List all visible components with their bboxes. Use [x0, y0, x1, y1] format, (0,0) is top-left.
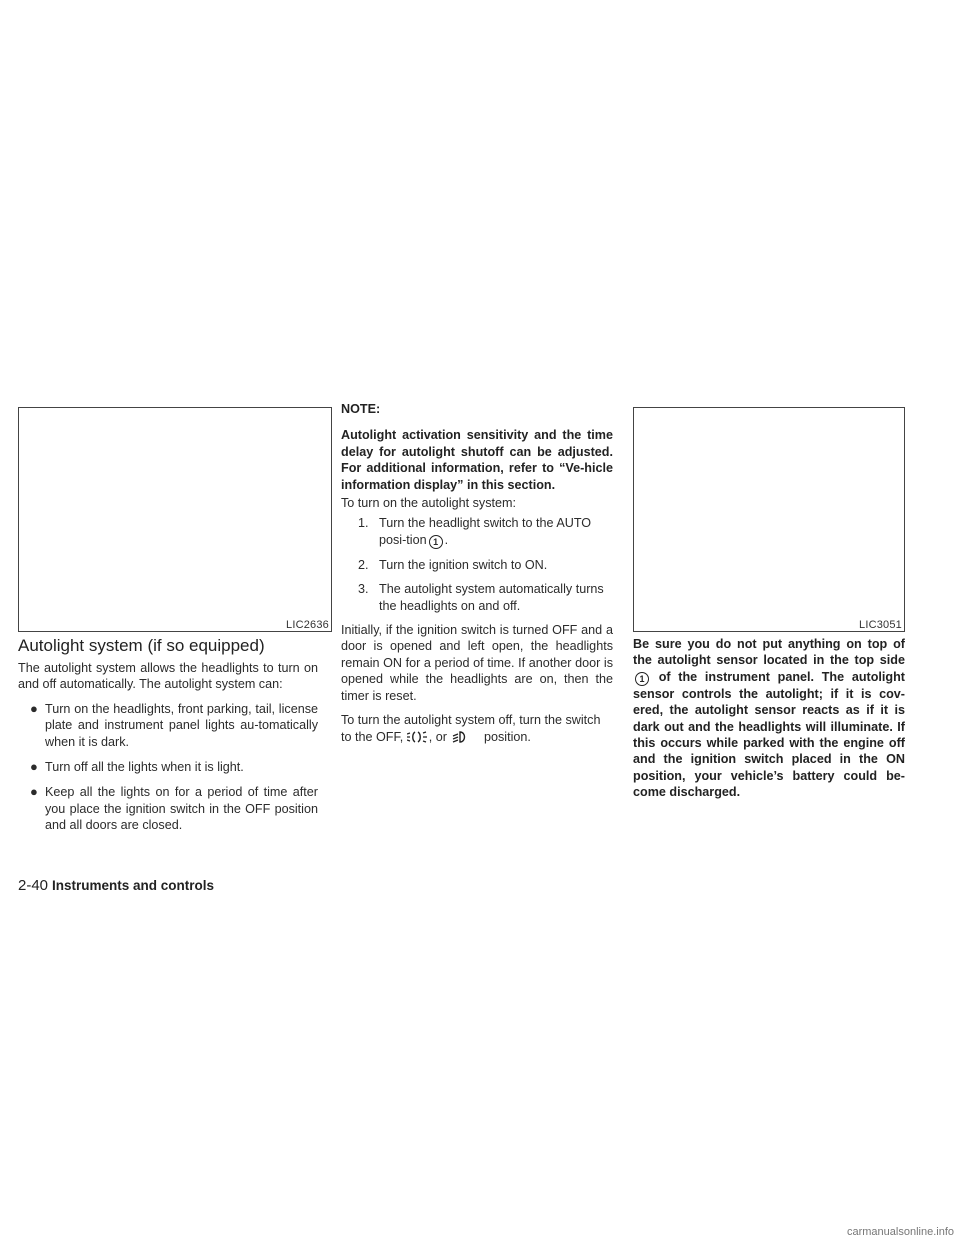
turn-off-paragraph: To turn the autolight system off, turn the switch to the OFF, , or position.	[341, 713, 601, 744]
bullet-icon: ●	[30, 700, 38, 716]
circled-number-icon: 1	[635, 672, 649, 686]
bullet-icon: ●	[30, 759, 38, 775]
intro-paragraph: The autolight system allows the headlights to turn on and off automatically. The autolight system can:	[18, 661, 318, 692]
bullet-icon: ●	[30, 784, 38, 800]
list-item: ● Turn on the headlights, front parking, tail, license plate and instrument panel lights au-tomatically when it is dark.	[30, 700, 318, 749]
watermark: carmanualsonline.info	[846, 1226, 954, 1238]
page-footer	[18, 877, 214, 894]
section-title: Instruments and controls	[52, 878, 215, 893]
left-column	[18, 636, 318, 843]
parking-lights-icon	[407, 731, 429, 743]
right-figure	[633, 407, 905, 632]
list-item: ● Turn off all the lights when it is light.	[30, 759, 244, 775]
list-item: 1. Turn the headlight switch to the AUTO posi-tion 1 .	[358, 516, 592, 547]
right-figure-label: LIC3051	[859, 619, 902, 631]
list-item: ● Keep all the lights on for a period of time after you place the ignition switch in the OFF position and all doors are closed.	[30, 784, 318, 833]
circled-number-icon: 1	[429, 535, 443, 549]
warning-paragraph: Be sure you do not put anything on top of the autolight sensor located in the top side 1 of the instrument panel. The autolight sensor controls the autolight; if it is cov-ered, the autolight sensor reacts as if it is dark out and the headlights will illuminate. If this occurs while parked with the engine off and the ignition switch placed in the ON position, your vehicle’s battery could be-come discharged.	[633, 637, 905, 800]
right-column-warning	[633, 636, 905, 809]
low-beam-headlight-icon	[451, 731, 471, 743]
note-title: NOTE:	[341, 402, 381, 416]
initially-paragraph: Initially, if the ignition switch is turned OFF and a door is opened and left open, the headlights remain ON for a period of time. If another door is opened while the headlights are on, then the timer is reset.	[341, 623, 613, 703]
middle-column	[341, 401, 613, 753]
note-body: Autolight activation sensitivity and the time delay for autolight shutoff can be adjusted. For additional information, refer to “Ve-hicle information display” in this section.	[341, 428, 613, 492]
capability-list	[18, 701, 318, 834]
left-figure-label: LIC2636	[286, 619, 329, 631]
left-figure	[18, 407, 332, 632]
list-item: 2. Turn the ignition switch to ON.	[358, 557, 548, 572]
steps-intro: To turn on the autolight system:	[341, 496, 517, 511]
section-heading: Autolight system (if so equipped)	[18, 636, 265, 655]
steps-list	[341, 515, 613, 614]
page-number: 2-40	[18, 877, 49, 894]
list-item: 3. The autolight system automatically turns the headlights on and off.	[358, 582, 604, 613]
